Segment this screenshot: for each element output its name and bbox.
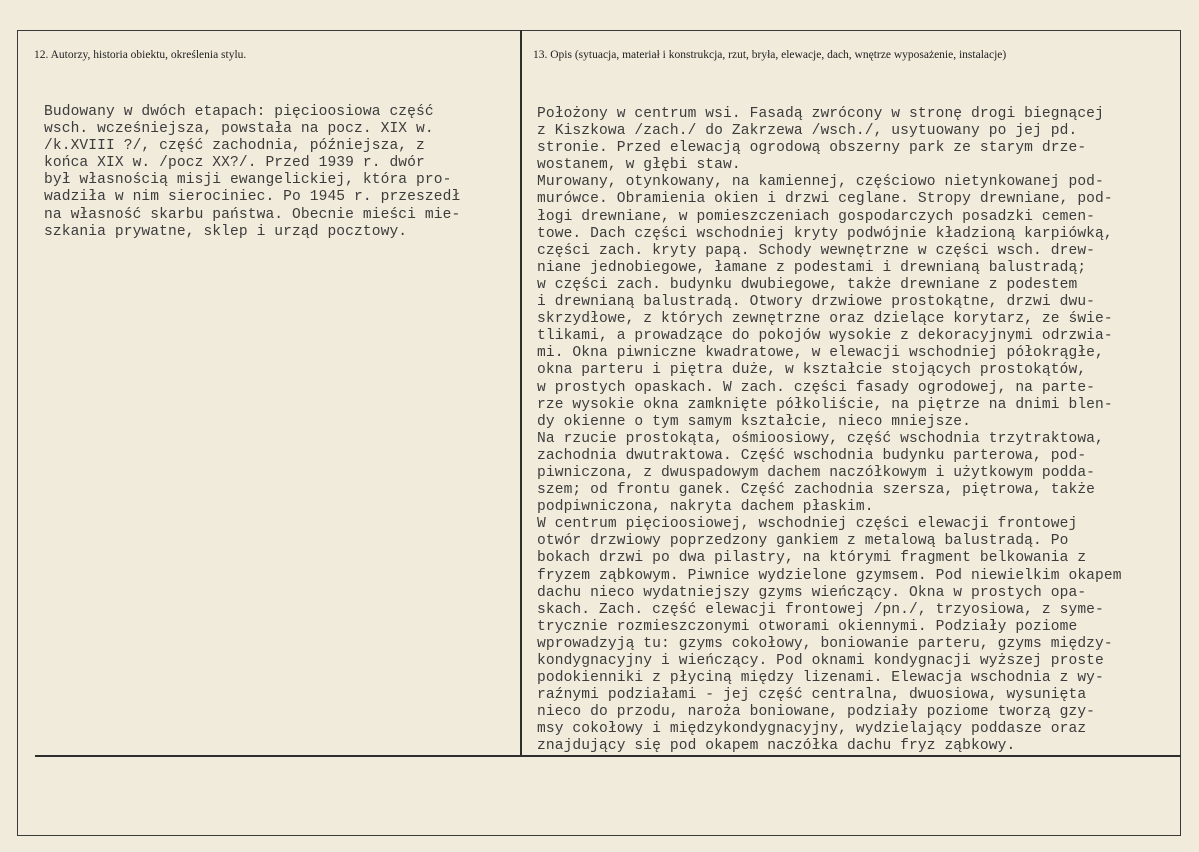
text-line: fryzem ząbkowym. Piwnice wydzielone gzymsem. Pod niewielkim okapem xyxy=(537,567,1122,584)
text-line: podpiwniczona, nakryta dachem płaskim. xyxy=(537,499,874,516)
text-line: dy okienne o tym samym kształcie, nieco mniejsze. xyxy=(537,413,972,430)
text-line: okna parteru i piętra duże, w kształcie stojących prostokątów, xyxy=(537,362,1087,379)
text-line: raźnymi podziałami - jej część centralna, dwuosiowa, wysunięta xyxy=(537,687,1087,704)
text-line: dachu nieco wydatniejszy gzyms wieńczący. Okna w prostych opa- xyxy=(537,584,1087,601)
text-line: końca XIX w. /pocz XX?/. Przed 1939 r. dwór xyxy=(44,155,425,172)
text-line: szkania prywatne, sklep i urząd pocztowy. xyxy=(44,223,408,240)
text-line: był własnością misji ewangelickiej, która pro- xyxy=(44,172,452,189)
column-divider xyxy=(520,30,522,755)
text-line: z Kiszkowa /zach./ do Zakrzewa /wsch./, usytuowany po jej pd. xyxy=(537,123,1078,140)
text-line: wadziła w nim sierociniec. Po 1945 r. przeszedł xyxy=(44,189,461,206)
text-line: otwór drzwiowy poprzedzony gankiem z metalową balustradą. Po xyxy=(537,533,1069,550)
text-line: Murowany, otynkowany, na kamiennej, częściowo nietynkowanej pod- xyxy=(537,174,1104,191)
field-12-header: 12. Autorzy, historia obiektu, określenia stylu. xyxy=(34,49,247,61)
text-line: w prostych opaskach. W zach. części fasady ogrodowej, na parte- xyxy=(537,379,1096,396)
text-line: wprowadzyją tu: gzyms cokołowy, boniowanie parteru, gzyms między- xyxy=(537,635,1113,652)
text-line: W centrum pięcioosiowej, wschodniej części elewacji frontowej xyxy=(537,516,1078,533)
text-line: stronie. Przed elewacją ogrodową obszerny park ze starym drze- xyxy=(537,140,1087,157)
text-line: murówce. Obramienia okien i drzwi ceglane. Stropy drewniane, pod- xyxy=(537,191,1113,208)
text-line: rze wysokie okna zamknięte półkoliście, na piętrze na dnimi blen- xyxy=(537,396,1113,413)
history-text xyxy=(44,104,460,241)
text-line: znajdujący się pod okapem naczółka dachu fryz ząbkowy. xyxy=(537,738,1016,755)
text-line: skrzydłowe, z których zewnętrzne oraz dzielące korytarz, ze świe- xyxy=(537,311,1113,328)
text-line: tlikami, a prowadzące do pokojów wysokie z dekoracyjnymi odrzwia- xyxy=(537,328,1113,345)
text-line: piwniczona, z dwuspadowym dachem naczółkowym i użytkowym poddа- xyxy=(537,464,1096,481)
text-line: kondygnacyjny i wieńczący. Pod oknami kondygnacji wyższej proste xyxy=(537,653,1104,669)
text-line: skach. Zach. część elewacji frontowej /pn./, trzyosiowa, z syme- xyxy=(537,601,1104,618)
field-13-header: 13. Opis (sytuacja, materiał i konstrukcja, rzut, bryła, elewacje, dach, wnętrze wyposażenie, instalacje) xyxy=(533,49,1007,61)
text-line: części zach. kryty papą. Schody wewnętrzne w części wsch. drew- xyxy=(537,242,1096,259)
text-line: Położony w centrum wsi. Fasadą zwrócony w stronę drogi biegnącej xyxy=(537,106,1104,122)
text-line: msy cokołowy i międzykondygnacyjny, wydzielający poddasze oraz xyxy=(537,721,1087,738)
text-line: nieco do przodu, naroża boniowane, podziały poziome tworzą gzy- xyxy=(537,704,1096,721)
text-line: na własność skarbu państwa. Obecnie mieści mie- xyxy=(44,206,461,223)
description-text xyxy=(537,106,1122,756)
text-line: bokach drzwi po dwa pilastry, na którymi fragment belkowania z xyxy=(537,550,1087,567)
text-line: /k.XVIII ?/, część zachodnia, późniejsza, z xyxy=(44,138,425,155)
text-line: Na rzucie prostokąta, ośmioosiowy, część wschodnia trzytraktowa, xyxy=(537,430,1104,447)
text-line: trycznie rozmieszczonymi otworami okiennymi. Podziały poziome xyxy=(537,618,1078,635)
text-line: niane jednobiegowe, łamane z podestami i drewnianą balustradą; xyxy=(537,259,1087,276)
text-line: szem; od frontu ganek. Część zachodnia szersza, piętrowa, także xyxy=(537,482,1096,499)
text-line: mi. Okna piwniczne kwadratowe, w elewacji wschodniej półokrągłe, xyxy=(537,345,1104,362)
text-line: towe. Dach części wschodniej kryty podwójnie kładzioną karpiówką, xyxy=(537,225,1113,242)
text-line: w części zach. budynku dwubiegowe, także drewniane z podestem xyxy=(537,276,1078,293)
text-line: zachodnia dwutraktowa. Część wschodnia budynku parterowa, pod- xyxy=(537,447,1087,464)
text-line: podokienniki z płyciną między lizenami. Elewacja wschodnia z wy- xyxy=(537,670,1104,687)
text-line: wostanem, w głębi staw. xyxy=(537,157,741,174)
text-line: i drewnianą balustradą. Otwory drzwiowe prostokątne, drzwi dwu- xyxy=(537,294,1096,311)
text-line: wsch. wcześniejsza, powstała na pocz. XIX w. xyxy=(44,121,434,138)
text-line: łogi drewniane, w pomieszczeniach gospodarczych posadzki cemen- xyxy=(537,208,1096,225)
text-line: Budowany w dwóch etapach: pięcioosiowa część xyxy=(44,104,434,120)
